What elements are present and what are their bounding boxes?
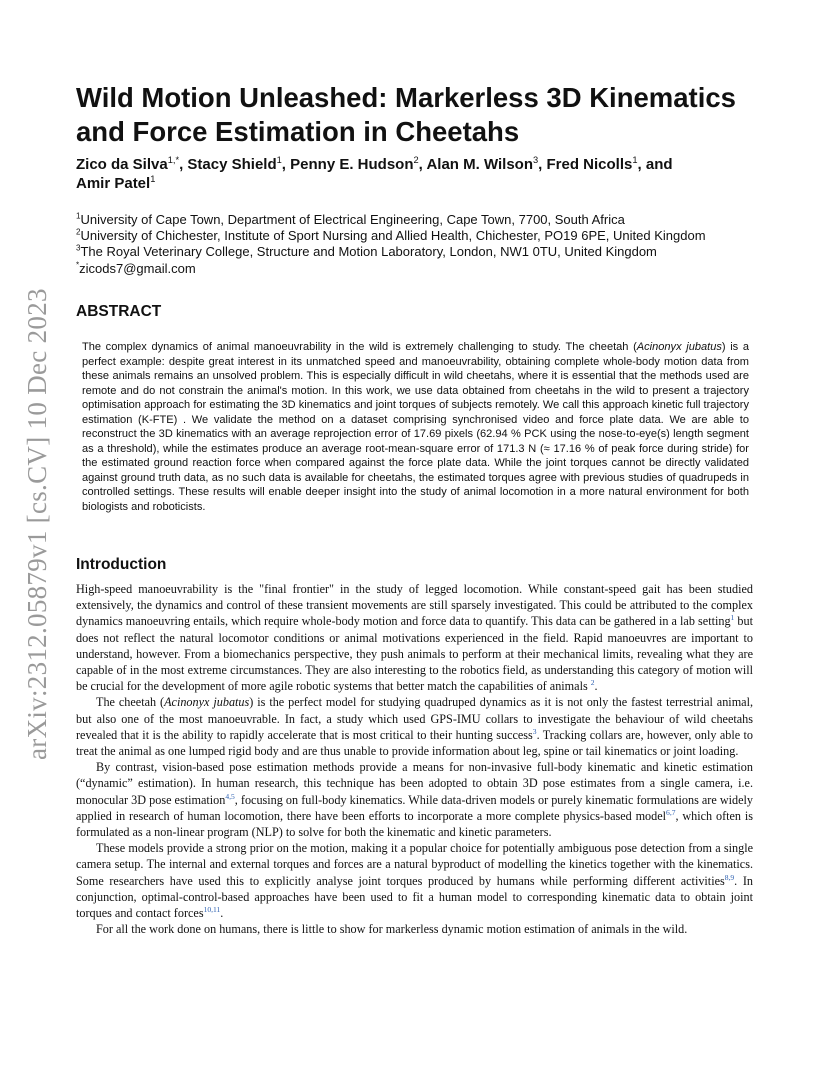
- citation-link[interactable]: 6,7: [666, 807, 676, 817]
- affiliation-text: The Royal Veterinary College, Structure and Motion Laboratory, London, NW1 0TU, United Kingdom: [80, 244, 657, 260]
- paper-title: Wild Motion Unleashed: Markerless 3D Kinematics and Force Estimation in Cheetahs: [76, 82, 736, 147]
- author-affiliation-mark: 1: [276, 155, 282, 165]
- citation-link[interactable]: 1: [730, 613, 735, 623]
- affiliation-mark: *: [76, 260, 80, 270]
- affiliation-item: [76, 228, 766, 244]
- affiliation-text: University of Cape Town, Department of Electrical Engineering, Cape Town, 7700, South Africa: [80, 212, 625, 227]
- author-name: Amir Patel: [76, 175, 151, 192]
- species-name: Acinonyx jubatus: [636, 341, 722, 353]
- paragraph-text: .: [594, 679, 598, 694]
- paragraph-text: . Tracking collars are, however, only able to treat the animal as one lumped rigid body and are thus unable to provide information about leg, spine or tail kinematics or joint loading.: [76, 727, 753, 759]
- affiliation-item: [76, 212, 766, 228]
- author-name: Fred Nicolls: [546, 156, 633, 173]
- author-separator: ,: [179, 156, 188, 173]
- affiliation-item: [76, 244, 766, 260]
- abstract-text-part: ) is a perfect example: despite great interest in its unmatched speed and manoeuvrability, obtaining complete whole-body motion data from these animals remains an unsolved problem. This is especially difficult in wild cheetahs, where it is essential that the methods used are remote and do not constrain the animal's motion. In this work, we use data obtained from cheetahs in the wild to present a trajectory optimisation approach for estimating the 3D kinematics and joint torques of subjects remotely. We call this approach kinetic full trajectory estimation (K-FTE) . We validate the method on a dataset comprising synchronised video and force plate data. We are able to reconstruct the 3D kinematics with an average reprojection error of 17.69 pixels (62.94 % PCK using the nose-to-eye(s) length segment as a threshold), while the estimates produce an average root-mean-square error of 171.3 N (≈ 17.16 % of peak force during stride) for the estimated ground reaction force when compared against the force plate data. While the joint torques cannot be directly validated against ground truth data, as no such data is available for cheetahs, the estimated torques agree with previous studies of quadrupeds in controlled settings. These results will enable deeper insight into the study of animal locomotion in a more natural environment for both biologists and roboticists.: [82, 341, 749, 513]
- affiliation-list: [76, 212, 766, 277]
- citation-link[interactable]: 3: [532, 726, 537, 736]
- paragraph-text: but does not reflect the natural locomotor conditions or animal motivations experienced in the field. Rapid manoeuvres are important to understand, however. From a biomechanics perspective, they push animals to perform at their mechanical limits, revealing what they are capable of in the most extreme circumstances. They are also interesting to the robotics field, as understanding this category of motion will be crucial for the development of more agile robotic systems that better match the capabilities of animals: [76, 614, 753, 694]
- abstract-body: [82, 340, 749, 514]
- affiliation-mark: 3: [76, 244, 81, 254]
- author-name: Zico da Silva: [76, 156, 168, 173]
- paragraph-text: . In conjunction, optimal-control-based approaches have been used to fit a human model to corresponding kinematic data to obtain joint torques and contact forces: [76, 873, 753, 921]
- citation-link[interactable]: 2: [590, 678, 595, 688]
- paragraph-text: , which often is formulated as a non-linear program (NLP) to solve for both the kinematic and kinetic parameters.: [76, 808, 753, 840]
- paragraph-text: , focusing on full-body kinematics. While data-driven models or purely kinematic formulations are widely applied in research of human locomotion, there have been efforts to incorporate a more complete physics-based model: [76, 792, 753, 823]
- paragraph-text: ) is the perfect model for studying quadruped dynamics as it is not only the fastest terrestrial animal, but also one of the most manoeuvrable. In fact, a study which used GPS-IMU collars to investigate the behaviour of wild cheetahs revealed that it is the ability to rapidly accelerate that is most critical to their hunting success: [76, 695, 754, 742]
- intro-paragraph: [76, 581, 753, 694]
- author-separator: , and: [637, 156, 673, 173]
- author-affiliation-mark: 1,*: [167, 155, 180, 165]
- paragraph-text: For all the work done on humans, there is little to show for markerless dynamic motion estimation of animals in the wild.: [96, 922, 688, 937]
- corresponding-email: [76, 261, 766, 277]
- affiliation-mark: 1: [76, 211, 81, 221]
- citation-link[interactable]: 4,5: [225, 791, 235, 801]
- author-name: Stacy Shield: [187, 156, 277, 173]
- paragraph-text: The cheetah (: [96, 695, 165, 710]
- author-name: Penny E. Hudson: [290, 156, 414, 173]
- species-name: Acinonyx jubatus: [164, 695, 250, 710]
- author-affiliation-mark: 1: [632, 155, 638, 165]
- arxiv-identifier-stamp: arXiv:2312.05879v1 [cs.CV] 10 Dec 2023: [22, 288, 52, 760]
- author-separator: ,: [538, 156, 547, 173]
- paragraph-text: .: [220, 906, 224, 921]
- intro-paragraph: [76, 759, 753, 840]
- affiliation-mark: 2: [76, 227, 81, 237]
- paragraph-text: High-speed manoeuvrability is the "final frontier" in the study of legged locomotion. While constant-speed gait has been studied extensively, the dynamics and control of these transient movements are still sparsely investigated. This could be attributed to the complex dynamics manoeuvring entails, which require whole-body motion and force data to quantify. This data can be gathered in a lab setting: [76, 582, 753, 629]
- author-separator: ,: [418, 156, 427, 173]
- citation-link[interactable]: 8,9: [724, 872, 735, 882]
- author-list: [76, 155, 756, 193]
- email-text: zicods7@gmail.com: [79, 260, 196, 276]
- author-affiliation-mark: 1: [150, 174, 156, 184]
- author-name: Alan M. Wilson: [426, 156, 533, 173]
- intro-paragraph: [76, 840, 753, 921]
- intro-paragraph: [76, 694, 753, 759]
- affiliation-text: University of Chichester, Institute of Sport Nursing and Allied Health, Chichester, PO19 6PE, United Kingdom: [80, 228, 706, 244]
- paragraph-text: These models provide a strong prior on the motion, making it a popular choice for potentially ambiguous pose detection from a single camera setup. The internal and external torques and forces are a natural byproduct of modelling the kinetics together with the kinematics. Some researchers have used this to explicitly analyse joint torques produced by humans while performing different activities: [76, 841, 753, 888]
- intro-paragraph: [76, 921, 753, 937]
- paragraph-text: By contrast, vision-based pose estimation methods provide a means for non-invasive full-body kinematic and kinetic estimation (“dynamic” estimation). In human research, this technique has been adopted to obtain 3D pose estimates from a single camera, i.e. monocular 3D pose estimation: [76, 760, 753, 807]
- introduction-heading: Introduction: [76, 556, 167, 573]
- author-affiliation-mark: 3: [532, 155, 539, 165]
- abstract-text-part: The complex dynamics of animal manoeuvrability in the wild is extremely challenging to study. The cheetah (: [82, 341, 637, 353]
- introduction-body: [76, 581, 753, 937]
- author-affiliation-mark: 2: [413, 155, 419, 165]
- citation-link[interactable]: 10,11: [203, 905, 221, 914]
- abstract-heading: ABSTRACT: [76, 303, 162, 320]
- author-separator: ,: [281, 156, 291, 173]
